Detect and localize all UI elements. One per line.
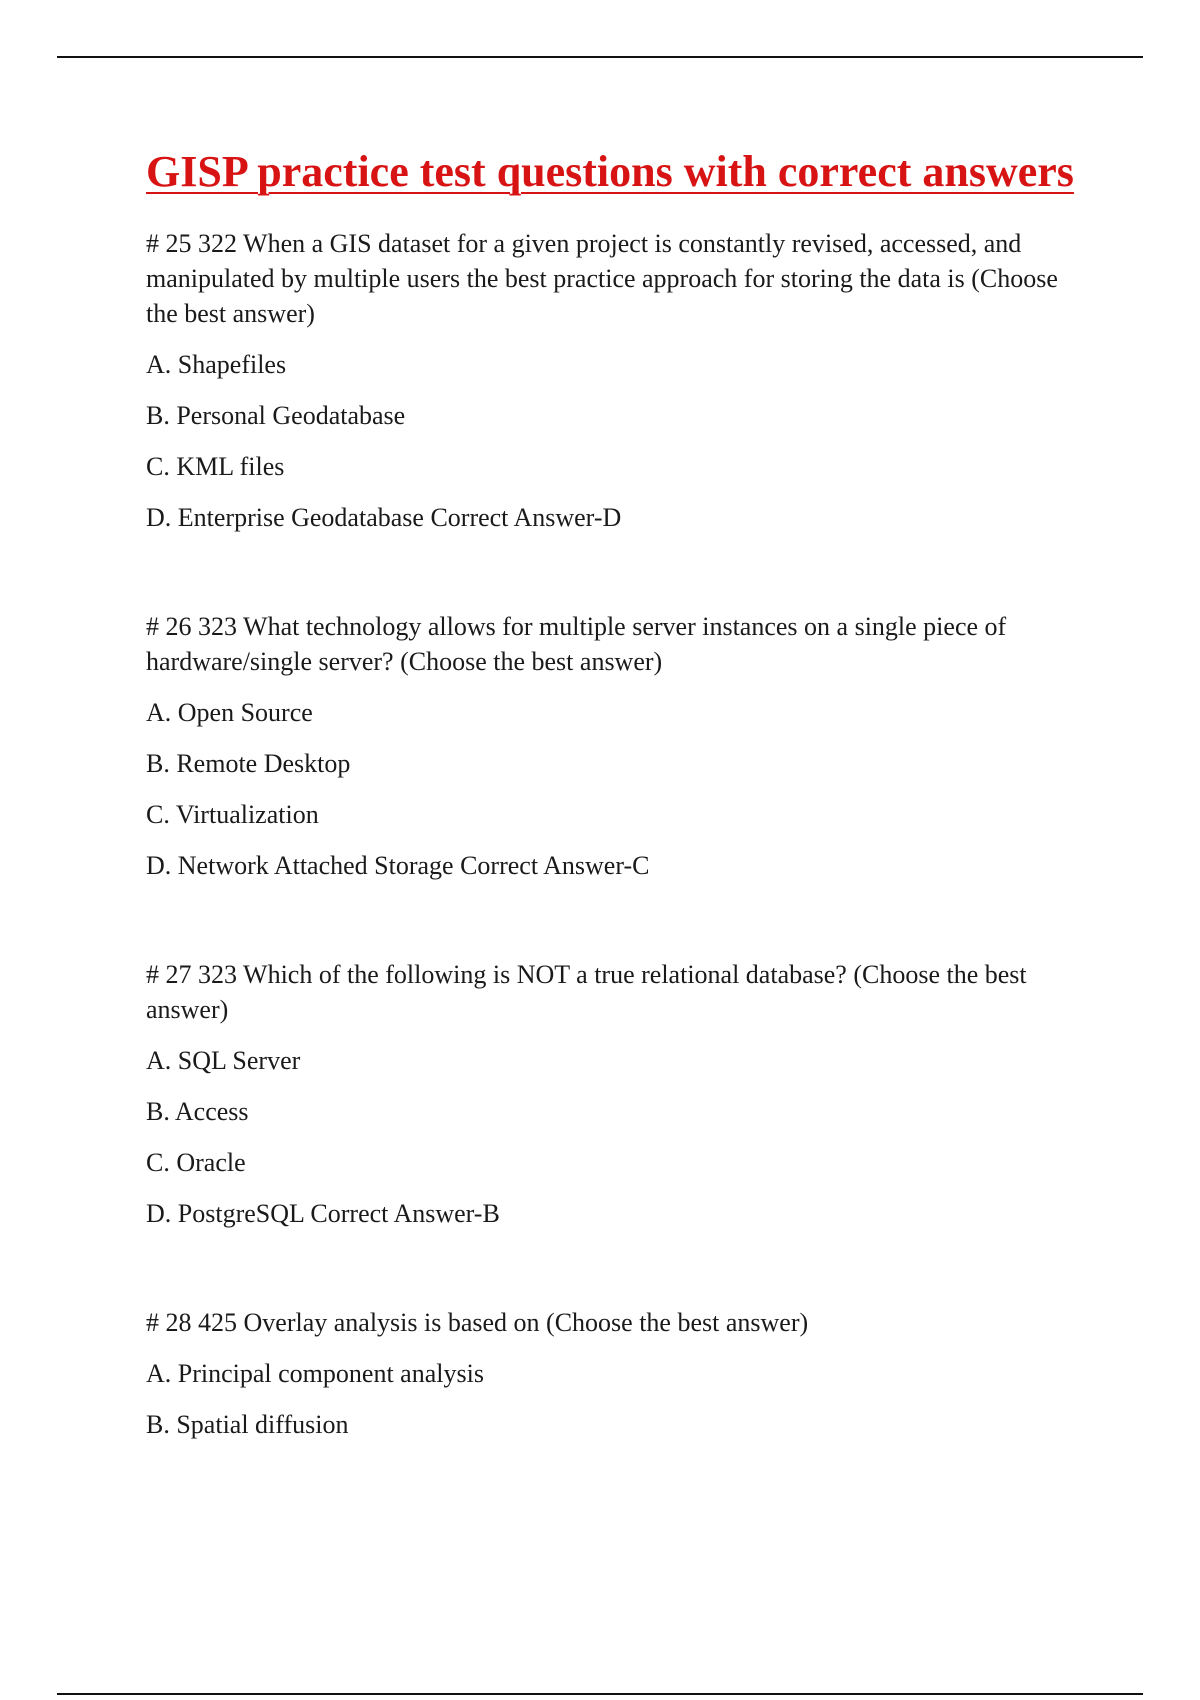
option-b: B. Remote Desktop (146, 749, 351, 778)
question-spacer (146, 1251, 1086, 1305)
option-d-with-answer: D. Network Attached Storage Correct Answer-C (146, 851, 650, 880)
option-a: A. SQL Server (146, 1046, 301, 1075)
option-a: A. Principal component analysis (146, 1359, 484, 1388)
option-b: B. Spatial diffusion (146, 1410, 349, 1439)
question-27 (146, 957, 1086, 1231)
option-d-with-answer: D. Enterprise Geodatabase Correct Answer-D (146, 503, 622, 532)
footer-rule (57, 1693, 1143, 1695)
question-25 (146, 226, 1086, 535)
option-c: C. Virtualization (146, 800, 319, 829)
question-28 (146, 1305, 1086, 1442)
question-text: # 27 323 Which of the following is NOT a true relational database? (Choose the best answer) (146, 960, 1027, 1024)
question-text: # 28 425 Overlay analysis is based on (Choose the best answer) (146, 1308, 809, 1337)
option-a: A. Shapefiles (146, 350, 287, 379)
option-b: B. Access (146, 1097, 249, 1126)
question-text: # 25 322 When a GIS dataset for a given project is constantly revised, accessed, and manipulated by multiple users the best practice approach for storing the data is (Choose the best answer) (146, 229, 1058, 328)
document-title: GISP practice test questions with correct answers (146, 147, 1074, 196)
option-b: B. Personal Geodatabase (146, 401, 406, 430)
option-a: A. Open Source (146, 698, 313, 727)
option-c: C. Oracle (146, 1148, 246, 1177)
question-spacer (146, 555, 1086, 609)
document-body (146, 142, 1086, 1462)
header-rule (57, 56, 1143, 58)
option-d-with-answer: D. PostgreSQL Correct Answer-B (146, 1199, 500, 1228)
option-c: C. KML files (146, 452, 285, 481)
question-26 (146, 609, 1086, 883)
question-spacer (146, 903, 1086, 957)
question-text: # 26 323 What technology allows for multiple server instances on a single piece of hardware/single server? (Choose the best answer) (146, 612, 1007, 676)
